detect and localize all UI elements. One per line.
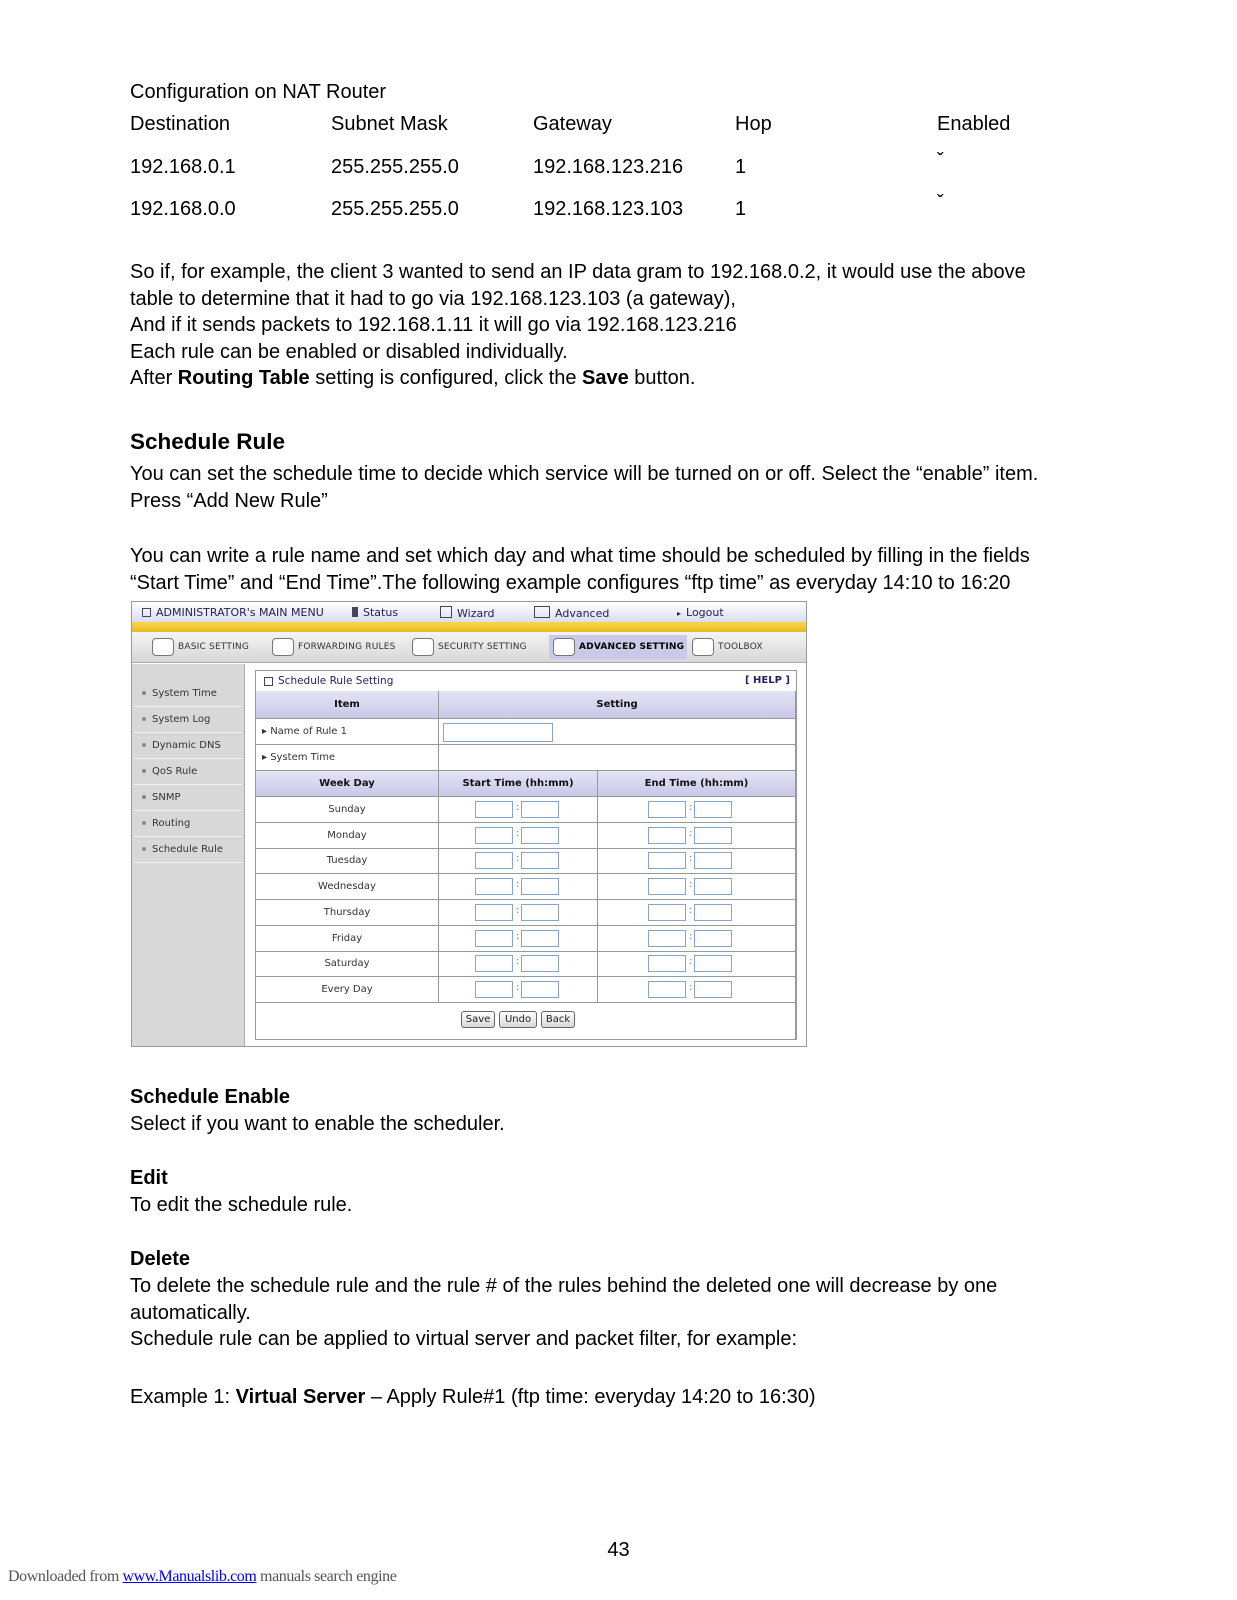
end-hour-input[interactable] <box>648 827 686 844</box>
tab-bar <box>132 632 806 663</box>
intro-text: button. <box>628 367 696 389</box>
start-hour-input[interactable] <box>475 827 513 844</box>
routing-cell: 1 <box>735 198 747 220</box>
schedule-line: You can set the schedule time to decide which service will be turned on or off. Select the “enable” item. <box>130 463 1039 485</box>
tab-toolbox[interactable] <box>692 635 792 659</box>
column-header-week-day: Week Day <box>256 771 439 797</box>
schedule-rule-heading: Schedule Rule <box>130 429 286 454</box>
edit-text: To edit the schedule rule. <box>130 1194 353 1216</box>
end-minute-input[interactable] <box>694 904 732 921</box>
routing-header-destination: Destination <box>130 113 231 135</box>
name-of-rule-label: ▸ Name of Rule 1 <box>256 719 439 745</box>
example-text: – Apply Rule#1 (ftp time: everyday 14:20 to 16:30) <box>365 1386 816 1408</box>
sidebar-label: Dynamic DNS <box>152 740 221 751</box>
start-hour-input[interactable] <box>475 930 513 947</box>
routing-cell: 192.168.0.1 <box>130 156 236 178</box>
day-label: Sunday <box>256 797 439 823</box>
sidebar-item-system-time[interactable] <box>134 682 242 707</box>
intro-paragraph <box>130 259 1130 392</box>
start-minute-input[interactable] <box>521 801 559 818</box>
top-menu-label: Advanced <box>555 607 610 620</box>
end-hour-input[interactable] <box>648 904 686 921</box>
column-header-setting: Setting <box>439 691 796 719</box>
top-menu-label: Wizard <box>457 607 495 620</box>
start-minute-input[interactable] <box>521 955 559 972</box>
help-link[interactable]: [ HELP ] <box>744 675 790 686</box>
schedule-line: You can write a rule name and set which day and what time should be scheduled by filling in the fields <box>130 545 1030 567</box>
end-minute-input[interactable] <box>694 801 732 818</box>
top-menu-advanced[interactable] <box>534 606 609 620</box>
start-hour-input[interactable] <box>475 852 513 869</box>
end-minute-input[interactable] <box>694 981 732 998</box>
sidebar-item-system-log[interactable] <box>134 708 242 733</box>
end-minute-input[interactable] <box>694 827 732 844</box>
routing-header-gateway: Gateway <box>533 113 612 135</box>
intro-line: table to determine that it had to go via 192.168.123.103 (a gateway), <box>130 287 736 310</box>
routing-cell: 192.168.123.216 <box>533 156 684 178</box>
sidebar-item-qos-rule[interactable] <box>134 760 242 785</box>
panel-square-icon <box>264 677 273 686</box>
time-separator: : <box>516 904 520 916</box>
undo-button[interactable]: Undo <box>499 1011 537 1028</box>
footer <box>8 1568 396 1586</box>
advanced-setting-icon <box>553 638 575 656</box>
intro-line: So if, for example, the client 3 wanted to send an IP data gram to 192.168.0.2, it would use the above <box>130 261 1026 283</box>
delete-line: Schedule rule can be applied to virtual server and packet filter, for example: <box>130 1328 798 1350</box>
end-hour-input[interactable] <box>648 930 686 947</box>
tab-security-setting[interactable] <box>412 635 542 659</box>
edit-heading: Edit <box>130 1167 168 1189</box>
time-separator: : <box>689 930 693 942</box>
rule-name-input[interactable] <box>443 723 553 742</box>
system-time-value <box>439 745 796 771</box>
save-term: Save <box>582 367 629 389</box>
top-menu-label: ADMINISTRATOR's MAIN MENU <box>156 606 324 619</box>
enabled-check-icon: ˇ <box>937 150 944 172</box>
routing-header-hop: Hop <box>735 113 772 135</box>
back-button[interactable]: Back <box>541 1011 575 1028</box>
routing-cell: 1 <box>735 156 747 178</box>
top-menu-bar <box>132 602 806 622</box>
basic-setting-icon <box>152 638 174 656</box>
intro-text: setting is configured, click the <box>309 367 582 389</box>
sidebar-label: System Log <box>152 714 211 725</box>
delete-line: To delete the schedule rule and the rule # of the rules behind the deleted one will decrease by one <box>130 1275 998 1297</box>
top-menu-label: Logout <box>686 606 724 619</box>
routing-cell: 192.168.123.103 <box>533 198 684 220</box>
start-hour-input[interactable] <box>475 801 513 818</box>
sidebar-item-schedule-rule[interactable] <box>134 838 242 863</box>
tab-forwarding-rules[interactable] <box>272 635 402 659</box>
sidebar-label: Schedule Rule <box>152 844 223 855</box>
bullet-icon <box>142 743 146 747</box>
footer-text: Downloaded from <box>8 1568 123 1585</box>
sidebar-item-dynamic-dns[interactable] <box>134 734 242 759</box>
sidebar-item-routing[interactable] <box>134 812 242 837</box>
time-separator: : <box>516 956 520 968</box>
routing-table-term: Routing Table <box>177 367 310 389</box>
yellow-divider <box>132 622 806 632</box>
tab-label: BASIC SETTING <box>178 642 250 652</box>
routing-cell: 255.255.255.0 <box>331 156 459 178</box>
column-header-end-time: End Time (hh:mm) <box>598 771 796 797</box>
system-time-label: ▸ System Time <box>256 745 439 771</box>
advanced-icon <box>534 606 550 618</box>
start-minute-input[interactable] <box>521 827 559 844</box>
start-hour-input[interactable] <box>475 981 513 998</box>
start-minute-input[interactable] <box>521 878 559 895</box>
bullet-icon <box>142 769 146 773</box>
intro-text: After <box>130 367 178 389</box>
time-separator: : <box>516 879 520 891</box>
schedule-enable-text: Select if you want to enable the scheduler. <box>130 1113 505 1135</box>
day-label: Thursday <box>256 900 439 926</box>
column-header-item: Item <box>256 691 439 719</box>
day-label: Saturday <box>256 951 439 977</box>
routing-cell: 255.255.255.0 <box>331 198 459 220</box>
top-menu-logout[interactable] <box>677 606 724 619</box>
time-separator: : <box>689 802 693 813</box>
bullet-icon <box>142 795 146 799</box>
day-label: Monday <box>256 823 439 849</box>
panel-header <box>256 671 796 691</box>
top-menu-label: Status <box>363 606 399 619</box>
end-hour-input[interactable] <box>648 852 686 869</box>
forwarding-rules-icon <box>272 638 294 656</box>
tab-label: TOOLBOX <box>718 642 763 652</box>
schedule-paragraph-2 <box>130 543 1140 596</box>
bullet-icon <box>142 691 146 695</box>
end-minute-input[interactable] <box>694 852 732 869</box>
time-separator: : <box>689 879 693 891</box>
bullet-icon <box>142 847 146 851</box>
schedule-line: Press “Add New Rule” <box>130 489 328 512</box>
sidebar-label: System Time <box>152 688 217 699</box>
day-label: Tuesday <box>256 848 439 874</box>
start-hour-input[interactable] <box>475 955 513 972</box>
security-setting-icon <box>412 638 434 656</box>
start-hour-input[interactable] <box>475 904 513 921</box>
time-separator: : <box>516 827 520 839</box>
chevron-right-icon: ▸ <box>677 609 682 618</box>
time-separator: : <box>516 981 520 993</box>
sidebar-label: QoS Rule <box>152 766 198 777</box>
bullet-icon <box>142 717 146 721</box>
routing-caption: Configuration on NAT Router <box>130 81 387 103</box>
day-label: Every Day <box>256 977 439 1003</box>
sidebar-label: SNMP <box>152 792 181 803</box>
routing-header-enabled: Enabled <box>937 113 1011 135</box>
routing-header-subnet: Subnet Mask <box>331 113 448 135</box>
toolbox-icon <box>692 638 714 656</box>
delete-paragraph <box>130 1273 1140 1353</box>
example-text: Example 1: <box>130 1386 236 1408</box>
time-separator: : <box>689 981 693 993</box>
start-hour-input[interactable] <box>475 878 513 895</box>
schedule-rule-panel <box>255 670 797 1040</box>
wizard-icon <box>440 606 452 618</box>
time-separator: : <box>689 827 693 839</box>
schedule-enable-heading: Schedule Enable <box>130 1086 291 1108</box>
tab-basic-setting[interactable] <box>152 635 262 659</box>
routing-cell: 192.168.0.0 <box>130 198 236 220</box>
sidebar <box>132 664 245 1046</box>
column-header-start-time: Start Time (hh:mm) <box>439 771 598 797</box>
day-label: Wednesday <box>256 874 439 900</box>
time-separator: : <box>516 802 520 813</box>
intro-line <box>130 365 1130 392</box>
time-separator: : <box>516 930 520 942</box>
enabled-check-icon: ˇ <box>937 192 944 214</box>
end-minute-input[interactable] <box>694 930 732 947</box>
end-hour-input[interactable] <box>648 981 686 998</box>
sidebar-item-snmp[interactable] <box>134 786 242 811</box>
sidebar-label: Routing <box>152 818 191 829</box>
day-label: Friday <box>256 926 439 952</box>
end-hour-input[interactable] <box>648 801 686 818</box>
virtual-server-term: Virtual Server <box>235 1386 366 1408</box>
schedule-line: “Start Time” and “End Time”.The following example configures “ftp time” as everyday 14:10 to 16:20 <box>130 571 1011 594</box>
end-minute-input[interactable] <box>694 955 732 972</box>
top-menu-status[interactable] <box>352 606 398 619</box>
tab-advanced-setting[interactable] <box>549 635 687 659</box>
delete-line: automatically. <box>130 1301 251 1324</box>
time-separator: : <box>689 853 693 865</box>
tab-label: SECURITY SETTING <box>438 642 527 652</box>
start-minute-input[interactable] <box>521 904 559 921</box>
start-minute-input[interactable] <box>521 930 559 947</box>
panel-title: Schedule Rule Setting <box>278 675 394 687</box>
footer-text: manuals search engine <box>256 1568 397 1585</box>
intro-line: Each rule can be enabled or disabled individually. <box>130 340 568 363</box>
menu-square-icon <box>142 608 151 617</box>
page-number: 43 <box>607 1539 630 1561</box>
schedule-paragraph-1 <box>130 461 1140 514</box>
top-menu-admin[interactable] <box>142 606 324 619</box>
end-hour-input[interactable] <box>648 878 686 895</box>
tab-label: ADVANCED SETTING <box>579 642 685 652</box>
manualslib-link[interactable]: www.Manualslib.com <box>122 1568 257 1585</box>
intro-line: And if it sends packets to 192.168.1.11 it will go via 192.168.123.216 <box>130 314 737 336</box>
delete-heading: Delete <box>130 1248 191 1270</box>
time-separator: : <box>516 853 520 865</box>
save-button[interactable]: Save <box>461 1011 495 1028</box>
end-minute-input[interactable] <box>694 878 732 895</box>
top-menu-wizard[interactable] <box>440 606 495 620</box>
tab-label: FORWARDING RULES <box>298 642 396 652</box>
time-separator: : <box>689 904 693 916</box>
start-minute-input[interactable] <box>521 981 559 998</box>
time-separator: : <box>689 956 693 968</box>
end-hour-input[interactable] <box>648 955 686 972</box>
bullet-icon <box>142 821 146 825</box>
router-ui-screenshot <box>131 601 807 1047</box>
start-minute-input[interactable] <box>521 852 559 869</box>
status-person-icon <box>352 607 358 617</box>
example-line <box>130 1384 816 1411</box>
